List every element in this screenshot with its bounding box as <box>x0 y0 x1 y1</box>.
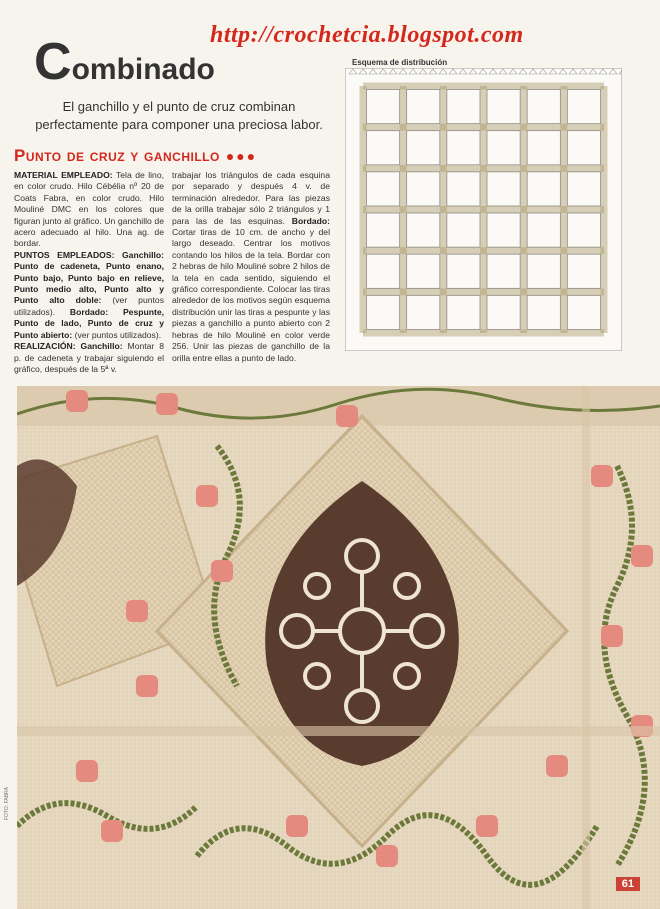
diagram-embroidery-band <box>520 86 527 333</box>
title-initial: C <box>34 33 72 91</box>
flower-stitch <box>591 465 613 487</box>
realizacion-label: REALIZACIÓN: <box>14 341 76 352</box>
material-text: Tela de lino, en color crudo. Hilo Cébélia nº 20 de Coats Fabra, en color crudo. Hilo Mouliné DMC en los colores que figuran junto al gráfico. Un ganchillo de acero adecuado al hilo. Una ag. de bordar. <box>14 170 164 249</box>
diagram-embroidery-band <box>363 330 604 337</box>
photo-credit: FOTO: FABRA <box>4 787 10 820</box>
stitches-bordado-label: Bordado: <box>69 306 109 317</box>
diagram-embroidery-band <box>363 247 604 254</box>
flower-stitch <box>66 390 88 412</box>
flower-stitch <box>196 485 218 507</box>
stitches-bordado: Pespunte, Punto de lado, Punto de cruz y Punto abierto: <box>14 306 165 340</box>
diagram-embroidery-band <box>363 206 604 213</box>
realizacion-ganchillo-label: Ganchillo: <box>80 341 123 352</box>
diagram-embroidery-band <box>560 86 567 333</box>
photo-illustration <box>17 386 660 909</box>
col2-text-b: Cortar tiras de 10 cm. de ancho y del largo deseado. Centrar los motivos contando los hilos de la tela. Bordar con 2 hebras de hilo Mouliné sobre 2 hilos de la tela en cada sentido, siguiendo el gráfico correspondiente. Colocar las tiras alrededor de los motivos según esquema distribución unir las tiras a pespunte y las piezas a ganchillo a punto abierto con 2 hebras de hilo Mouliné en color verde 256. Unir las piezas de ganchillo de la orilla entre ellas a punto de lado. <box>172 227 330 363</box>
project-photo <box>17 386 660 909</box>
flower-stitch <box>156 393 178 415</box>
instructions-column-1 <box>14 170 164 375</box>
material-label: MATERIAL EMPLEADO: <box>14 170 113 180</box>
diagram-embroidery-band <box>363 288 604 295</box>
flower-stitch <box>476 815 498 837</box>
flower-stitch <box>126 600 148 622</box>
page-number: 61 <box>616 877 640 891</box>
flower-stitch <box>336 405 358 427</box>
flower-stitch <box>286 815 308 837</box>
diagram-embroidery-band <box>601 86 608 333</box>
stitches-ganchillo-label: Ganchillo: <box>121 249 165 260</box>
section-title-text: Punto de cruz y ganchillo <box>14 146 220 165</box>
col2-bordado-label: Bordado: <box>291 215 330 226</box>
flower-stitch <box>76 760 98 782</box>
section-title <box>14 146 257 166</box>
instructions-column-2 <box>172 170 330 364</box>
flower-stitch <box>101 820 123 842</box>
realizacion-ganchillo: Montar 8 p. de cadeneta y trabajar siguiendo el gráfico, después de la 5ª v. <box>14 341 165 374</box>
title-rest: ombinado <box>71 53 215 86</box>
section-dots: ●●● <box>225 148 258 164</box>
flower-stitch <box>136 675 158 697</box>
flower-stitch <box>546 755 568 777</box>
col2-text-a: trabajar los triángulos de cada esquina por separado y después 4 v. de terminación alrededor. Para las piezas de la orilla trabajar sólo 2 triángulos y 1 para las de las esquinas. <box>172 170 330 226</box>
flower-stitch <box>631 545 653 567</box>
blog-url: http://crochetcia.blogspot.com <box>210 22 524 48</box>
flower-stitch <box>211 560 233 582</box>
stitches-bordado-ref: (ver puntos utilizados). <box>74 329 162 340</box>
intro-text: El ganchillo y el punto de cruz combinan perfectamente para componer una preciosa labor. <box>35 99 323 132</box>
stitches-ganchillo-ref: (ver puntos utilizados). <box>14 295 164 317</box>
flower-stitch <box>376 845 398 867</box>
flower-stitch <box>601 625 623 647</box>
page-title <box>34 33 215 91</box>
diagram-caption: Esquema de distribución <box>352 58 448 67</box>
distribution-diagram <box>345 68 622 351</box>
stitches-ganchillo: Punto de cadeneta, Punto enano, Punto bajo, Punto bajo en relieve, Punto medio alto, Punto alto y Punto alto doble: <box>14 261 164 306</box>
stitches-label: PUNTOS EMPLEADOS: <box>14 249 115 260</box>
